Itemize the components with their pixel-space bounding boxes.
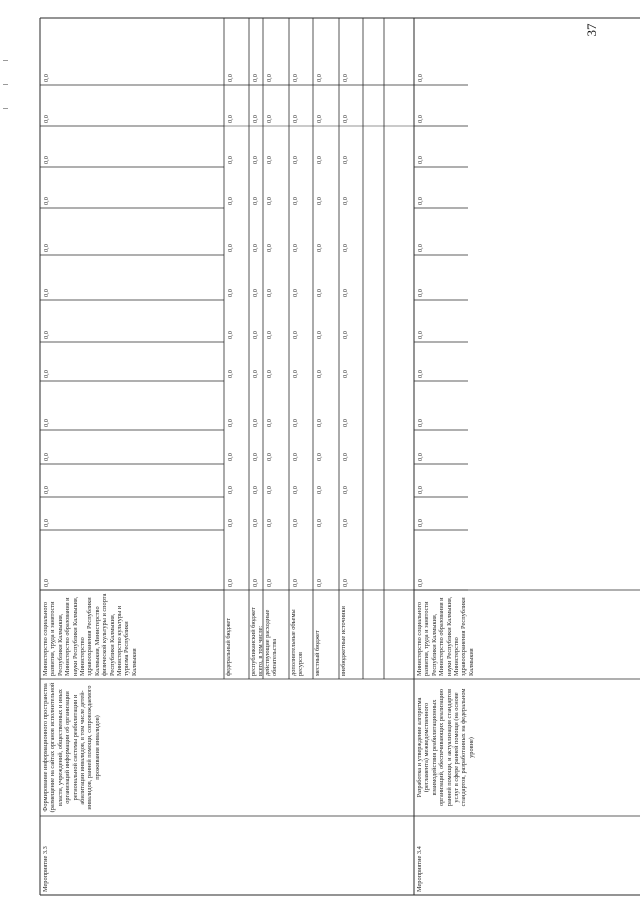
value-cell: 0,0 (252, 289, 259, 297)
value-cell: 0,0 (266, 579, 273, 587)
value-cell: 0,0 (43, 115, 50, 123)
value-cell: 0,0 (417, 579, 424, 587)
value-cell: 0,0 (292, 331, 299, 339)
value-cell: 0,0 (292, 519, 299, 527)
value-cell: 0,0 (417, 115, 424, 123)
value-cell: 0,0 (342, 115, 349, 123)
value-cell: 0,0 (292, 486, 299, 494)
value-cell: 0,0 (417, 156, 424, 164)
value-cell: 0,0 (417, 486, 424, 494)
value-cell: 0,0 (417, 197, 424, 205)
value-cell: 0,0 (43, 156, 50, 164)
value-cell: 0,0 (342, 331, 349, 339)
value-cell: 0,0 (316, 370, 323, 378)
value-cell: 0,0 (342, 486, 349, 494)
value-cell: 0,0 (252, 579, 259, 587)
value-cell: 0,0 (227, 197, 234, 205)
value-cell: 0,0 (342, 289, 349, 297)
value-cell: 0,0 (252, 331, 259, 339)
value-cell: 0,0 (43, 244, 50, 252)
value-cell: 0,0 (227, 453, 234, 461)
value-cell: 0,0 (227, 370, 234, 378)
value-cell: 0,0 (342, 453, 349, 461)
value-cell: 0,0 (252, 244, 259, 252)
value-cell: 0,0 (252, 453, 259, 461)
value-cell: 0,0 (292, 156, 299, 164)
value-cell: 0,0 (342, 419, 349, 427)
value-cell: 0,0 (342, 579, 349, 587)
value-cell: 0,0 (266, 331, 273, 339)
value-cell: 0,0 (43, 331, 50, 339)
value-cell: 0,0 (252, 419, 259, 427)
value-cell: 0,0 (252, 370, 259, 378)
value-cell: 0,0 (43, 197, 50, 205)
activity-name: Формирование информационного пространства (размещение на сайтах органов исполнительной власти, учреждений, общественных и иных организаций информации об организации региональной системы реабилитации и абилитации инвалидов, в том числе детей-инвалидов, ранней помощи, сопровождаемого проживания инвалидов) (42, 682, 101, 813)
value-cell: 0,0 (316, 115, 323, 123)
value-cell: 0,0 (316, 197, 323, 205)
value-cell: 0,0 (252, 197, 259, 205)
value-cell: 0,0 (43, 519, 50, 527)
value-cell: 0,0 (292, 579, 299, 587)
value-cell: 0,0 (43, 453, 50, 461)
value-cell: 0,0 (266, 486, 273, 494)
activity-code: Мероприятие 3.4 (416, 846, 423, 892)
value-cell: 0,0 (342, 197, 349, 205)
value-cell: 0,0 (252, 115, 259, 123)
value-cell: 0,0 (342, 156, 349, 164)
value-cell: 0,0 (252, 156, 259, 164)
value-cell: 0,0 (43, 74, 50, 82)
value-cell: 0,0 (316, 244, 323, 252)
value-cell: 0,0 (227, 331, 234, 339)
value-cell: 0,0 (342, 519, 349, 527)
value-cell: 0,0 (266, 115, 273, 123)
value-cell: 0,0 (417, 289, 424, 297)
value-cell: 0,0 (292, 74, 299, 82)
value-cell: 0,0 (252, 519, 259, 527)
value-cell: 0,0 (417, 519, 424, 527)
source-label: действующие расходные обязательства (264, 609, 279, 676)
value-cell: 0,0 (417, 453, 424, 461)
value-cell: 0,0 (43, 370, 50, 378)
value-cell: 0,0 (292, 289, 299, 297)
source-label: местный бюджет (314, 630, 321, 676)
value-cell: 0,0 (417, 370, 424, 378)
value-cell: 0,0 (227, 289, 234, 297)
value-cell: 0,0 (252, 486, 259, 494)
value-cell: 0,0 (417, 244, 424, 252)
value-cell: 0,0 (292, 115, 299, 123)
value-cell: 0,0 (43, 579, 50, 587)
value-cell: 0,0 (266, 197, 273, 205)
value-cell: 0,0 (292, 370, 299, 378)
value-cell: 0,0 (227, 156, 234, 164)
value-cell: 0,0 (227, 74, 234, 82)
value-cell: 0,0 (292, 453, 299, 461)
value-cell: 0,0 (266, 453, 273, 461)
value-cell: 0,0 (266, 74, 273, 82)
value-cell: 0,0 (342, 74, 349, 82)
value-cell: 0,0 (43, 419, 50, 427)
value-cell: 0,0 (342, 244, 349, 252)
value-cell: 0,0 (316, 453, 323, 461)
executor: Министерство социального развития, труда и занятости Республики Калмыкия, Министерство образования и науки Республики Калмыкия, Министерство здравоохранения Республики Калмыкия (416, 596, 475, 676)
value-cell: 0,0 (342, 370, 349, 378)
value-cell: 0,0 (316, 289, 323, 297)
source-label: дополнительные объемы ресурсов (290, 609, 305, 676)
value-cell: 0,0 (316, 74, 323, 82)
value-cell: 0,0 (292, 244, 299, 252)
value-cell: 0,0 (316, 419, 323, 427)
activity-code: Мероприятие 3.3 (42, 846, 49, 892)
value-cell: 0,0 (316, 519, 323, 527)
value-cell: 0,0 (316, 156, 323, 164)
value-cell: 0,0 (227, 519, 234, 527)
value-cell: 0,0 (266, 419, 273, 427)
value-cell: 0,0 (292, 419, 299, 427)
value-cell: 0,0 (417, 74, 424, 82)
value-cell: 0,0 (266, 244, 273, 252)
value-cell: 0,0 (266, 156, 273, 164)
value-cell: 0,0 (43, 486, 50, 494)
value-cell: 0,0 (227, 115, 234, 123)
value-cell: 0,0 (252, 74, 259, 82)
value-cell: 0,0 (417, 331, 424, 339)
activity-name: Разработка и утверждение алгоритма (регламента) межведомственного взаимодействия реабилитационных организаций, обеспечивающих реализацию ранней помощи, и актуализация стандартов услуг в сфере ранней помощи (на основе стандартов, разработанных на федеральном уровне) (416, 688, 475, 807)
value-cell: 0,0 (266, 289, 273, 297)
value-cell: 0,0 (417, 419, 424, 427)
source-label: внебюджетные источники (340, 606, 347, 676)
value-cell: 0,0 (266, 370, 273, 378)
value-cell: 0,0 (316, 331, 323, 339)
page-number: 37 (584, 23, 599, 37)
value-cell: 0,0 (227, 486, 234, 494)
value-cell: 0,0 (316, 486, 323, 494)
value-cell: 0,0 (227, 244, 234, 252)
value-cell: 0,0 (316, 579, 323, 587)
value-cell: 0,0 (43, 289, 50, 297)
source-label: федеральный бюджет (225, 618, 232, 676)
value-cell: 0,0 (227, 579, 234, 587)
source-label: республиканский бюджет всего, в том числе: (250, 607, 265, 676)
value-cell: 0,0 (227, 419, 234, 427)
value-cell: 0,0 (266, 519, 273, 527)
value-cell: 0,0 (292, 197, 299, 205)
executor: Министерство социального развития, труда и занятости Республики Калмыкия, Министерство образования и науки Республики Калмыкия, Министерство здравоохранения Республики Калмыкия, Министерство физической культуры и спорта Республики Калмыкия, Министерство культуры и туризма Республики Калмыкия (42, 593, 138, 676)
